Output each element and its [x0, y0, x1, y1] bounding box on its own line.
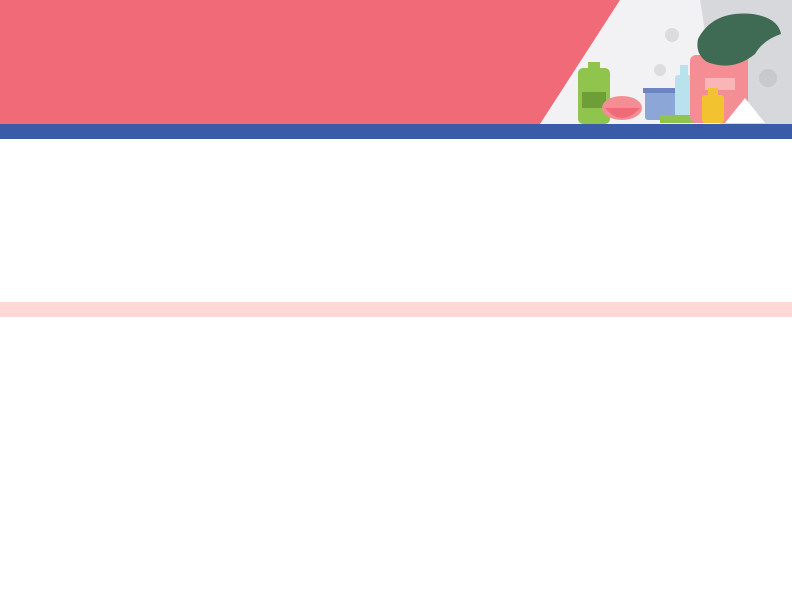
header-banner: [0, 0, 792, 124]
real-sugar-leaf-logo-icon: [693, 10, 783, 68]
header-illustration: [0, 0, 792, 124]
caloric-section-label: [0, 124, 792, 139]
sweetener-detail-grid: [0, 317, 792, 612]
sweetness-comparison-title: [0, 302, 792, 317]
